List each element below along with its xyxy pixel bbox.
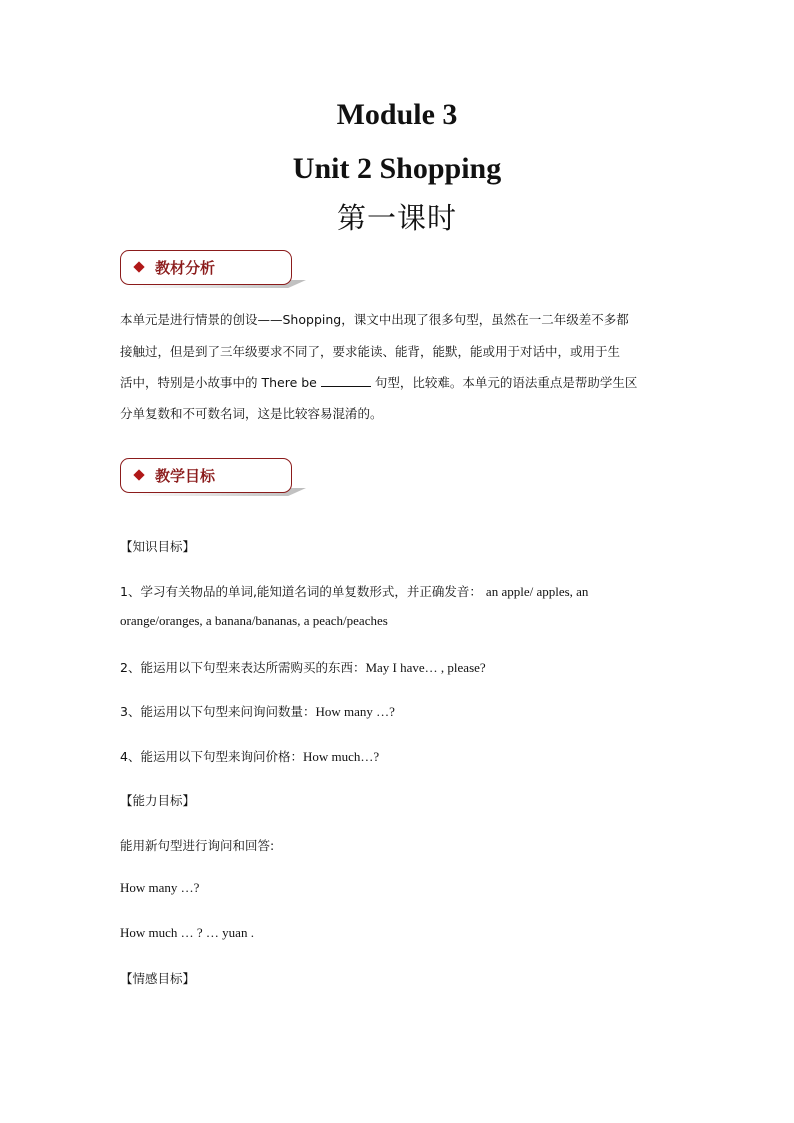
ability-heading: 【能力目标】 bbox=[120, 793, 196, 808]
lesson-title: 第一课时 bbox=[336, 201, 457, 235]
knowledge-item-4-en: How much…? bbox=[302, 749, 380, 764]
knowledge-item-2-en: May I have… , please? bbox=[365, 660, 486, 675]
knowledge-heading: 【知识目标】 bbox=[120, 539, 196, 554]
ability-question-1-text: How many …? bbox=[120, 880, 200, 895]
ability-question-1 bbox=[120, 880, 199, 896]
analysis-line-4: 分单复数和不可数名词，这是比较容易混淆的。 bbox=[120, 406, 383, 421]
knowledge-item-3-cn: 3、能运用以下句型来问询问数量： bbox=[120, 704, 316, 719]
ability-intro: 能用新句型进行询问和回答: bbox=[120, 838, 275, 853]
knowledge-item-1 bbox=[120, 582, 588, 600]
knowledge-item-1-en: an apple/ apples, an bbox=[485, 584, 589, 599]
knowledge-item-2 bbox=[120, 658, 486, 676]
unit-title: Unit 2 Shopping bbox=[292, 152, 502, 185]
knowledge-item-4-cn: 4、能运用以下句型来询问价格： bbox=[120, 749, 303, 764]
knowledge-item-3 bbox=[120, 702, 395, 720]
analysis-line-2: 接触过，但是到了三年级要求不同了，要求能读、能背，能默，能或用于对话中，或用于生 bbox=[120, 344, 621, 359]
fill-blank bbox=[321, 374, 371, 387]
knowledge-item-1-cn: 1、学习有关物品的单词,能知道名词的单复数形式，并正确发音： bbox=[120, 584, 482, 599]
knowledge-item-3-en: How many …? bbox=[315, 704, 395, 719]
analysis-line-1: 本单元是进行情景的创设——Shopping，课文中出现了很多句型，虽然在一二年级差不多都 bbox=[120, 312, 629, 327]
analysis-line-3-end: 句型，比较难。本单元的语法重点是帮助学生区 bbox=[374, 375, 638, 390]
module-title: Module 3 bbox=[336, 98, 458, 131]
section-label: 教学目标 bbox=[155, 467, 216, 485]
section-label: 教材分析 bbox=[155, 259, 216, 277]
knowledge-item-1-cont-text: orange/oranges, a banana/bananas, a peach/peaches bbox=[120, 613, 388, 628]
knowledge-item-2-cn: 2、能运用以下句型来表达所需购买的东西： bbox=[120, 660, 366, 675]
ability-question-2 bbox=[120, 925, 254, 941]
knowledge-item-4 bbox=[120, 747, 379, 765]
analysis-line-3 bbox=[120, 373, 637, 391]
analysis-line-3-start: 活中，特别是小故事中的 There be bbox=[120, 375, 317, 390]
knowledge-item-1-cont bbox=[120, 613, 388, 629]
emotion-heading: 【情感目标】 bbox=[120, 971, 196, 986]
ability-question-2-text: How much … ? … yuan . bbox=[120, 925, 254, 940]
